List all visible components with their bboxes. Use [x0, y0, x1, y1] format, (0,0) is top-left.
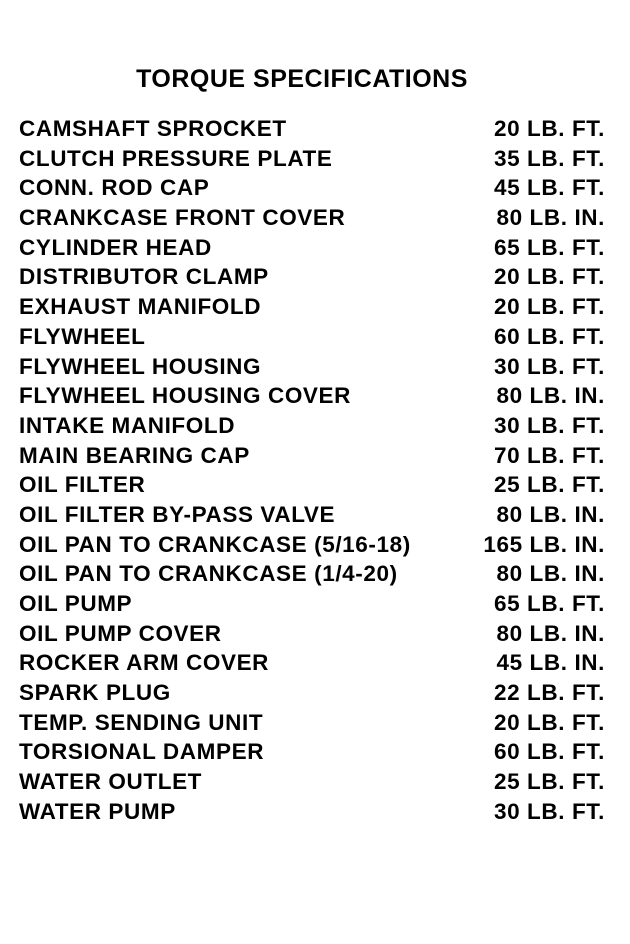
table-row	[19, 500, 611, 530]
table-row	[19, 322, 611, 352]
torque-value: 20 LB. FT.	[493, 709, 605, 735]
part-name: FLYWHEEL HOUSING	[19, 353, 262, 379]
part-name: DISTRIBUTOR CLAMP	[19, 264, 269, 290]
table-row	[19, 233, 611, 263]
torque-value: 20 LB. FT.	[493, 294, 605, 320]
part-name: FLYWHEEL	[19, 323, 146, 349]
table-row	[19, 144, 611, 174]
torque-value: 35 LB. FT.	[493, 145, 605, 171]
torque-value: 80 LB. IN.	[496, 205, 605, 231]
part-name: TORSIONAL DAMPER	[19, 739, 265, 765]
table-row	[19, 441, 611, 471]
table-row	[19, 648, 611, 678]
table-row	[19, 708, 611, 738]
part-name: CYLINDER HEAD	[19, 234, 212, 260]
torque-value: 70 LB. FT.	[493, 442, 605, 468]
table-row	[19, 767, 611, 797]
torque-value: 30 LB. FT.	[493, 412, 605, 438]
table-row	[19, 262, 611, 292]
table-row	[19, 559, 611, 589]
table-row	[19, 173, 611, 203]
torque-value: 22 LB. FT.	[493, 680, 605, 706]
torque-value: 165 LB. IN.	[483, 531, 605, 557]
table-row	[19, 470, 611, 500]
table-row	[19, 381, 611, 411]
part-name: CRANKCASE FRONT COVER	[19, 205, 346, 231]
part-name: OIL FILTER	[19, 472, 146, 498]
torque-value: 80 LB. IN.	[496, 383, 605, 409]
table-row	[19, 530, 611, 560]
torque-value: 65 LB. FT.	[493, 591, 605, 616]
page-title: TORQUE SPECIFICATIONS	[136, 65, 468, 93]
part-name: CAMSHAFT SPROCKET	[19, 116, 287, 141]
part-name: TEMP. SENDING UNIT	[19, 709, 264, 735]
torque-value: 25 LB. FT.	[493, 472, 605, 498]
table-row	[19, 352, 611, 382]
part-name: OIL FILTER BY-PASS VALVE	[19, 501, 336, 527]
torque-value: 45 LB. IN.	[496, 650, 605, 676]
part-name: CLUTCH PRESSURE PLATE	[19, 145, 333, 171]
table-row	[19, 737, 611, 767]
torque-value: 80 LB. IN.	[496, 620, 605, 646]
table-row	[19, 678, 611, 708]
torque-value: 60 LB. FT.	[493, 323, 605, 349]
part-name: EXHAUST MANIFOLD	[19, 294, 262, 320]
table-row	[19, 619, 611, 649]
torque-value: 65 LB. FT.	[493, 234, 605, 260]
part-name: SPARK PLUG	[19, 680, 171, 706]
part-name: OIL PUMP COVER	[19, 620, 222, 646]
torque-value: 30 LB. FT.	[493, 353, 605, 379]
part-name: ROCKER ARM COVER	[19, 650, 270, 676]
torque-value: 20 LB. FT.	[493, 264, 605, 290]
part-name: MAIN BEARING CAP	[19, 442, 250, 468]
part-name: FLYWHEEL HOUSING COVER	[19, 383, 351, 409]
torque-spec-table	[19, 114, 611, 827]
part-name: WATER OUTLET	[19, 769, 203, 795]
table-row	[19, 411, 611, 441]
part-name: OIL PAN TO CRANKCASE (5/16-18)	[19, 531, 411, 557]
part-name: WATER PUMP	[19, 798, 176, 824]
table-row	[19, 114, 611, 144]
part-name: OIL PAN TO CRANKCASE (1/4-20)	[19, 561, 398, 587]
table-row	[19, 589, 611, 619]
part-name: OIL PUMP	[19, 591, 133, 616]
torque-value: 45 LB. FT.	[493, 175, 605, 201]
torque-value: 30 LB. FT.	[493, 798, 605, 824]
table-row	[19, 797, 611, 827]
torque-value: 60 LB. FT.	[493, 739, 605, 765]
part-name: CONN. ROD CAP	[19, 175, 210, 201]
table-row	[19, 203, 611, 233]
table-row	[19, 292, 611, 322]
torque-value: 80 LB. IN.	[496, 501, 605, 527]
torque-value: 80 LB. IN.	[496, 561, 605, 587]
torque-value: 25 LB. FT.	[493, 769, 605, 795]
torque-value: 20 LB. FT.	[493, 116, 605, 141]
part-name: INTAKE MANIFOLD	[19, 412, 236, 438]
